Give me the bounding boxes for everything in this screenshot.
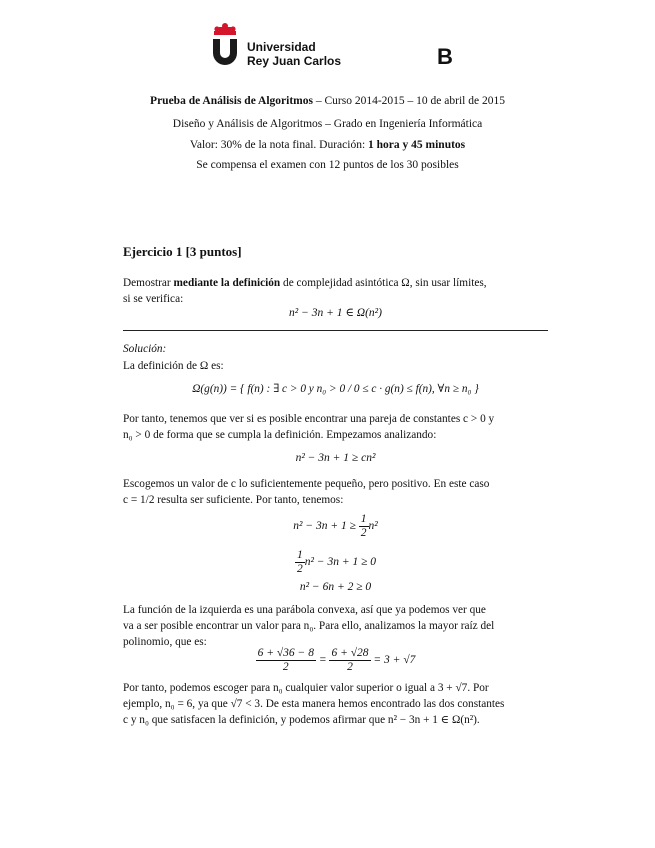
eq3-fraction xyxy=(295,549,305,576)
statement-equation: n² − 3n + 1 ∈ Ω(n²) xyxy=(289,307,382,319)
paragraph-4 xyxy=(123,680,548,728)
exam-version-letter: B xyxy=(437,44,453,69)
eq3-right: n² − 3n + 1 ≥ 0 xyxy=(304,556,377,569)
exam-title-bold: Prueba de Análisis de Algoritmos xyxy=(150,95,313,107)
statement-bold: mediante la definición xyxy=(173,277,281,289)
p3-line1: La función de la izquierda es una parábola convexa, así que ya podemos ver que xyxy=(123,604,486,616)
root-equals: = xyxy=(315,654,330,667)
paragraph-1 xyxy=(123,411,548,443)
eq2-num: 1 xyxy=(360,513,367,525)
statement-post1: de complejidad asintótica Ω, sin usar límites, xyxy=(280,277,487,289)
paragraph-2 xyxy=(123,476,548,508)
eq2-den: 2 xyxy=(360,527,367,539)
p2-line1: Escogemos un valor de c lo suficientemente pequeño, pero positivo. En este caso xyxy=(123,478,490,490)
p2-line2: c = 1/2 resulta ser suficiente. Por tanto, tenemos: xyxy=(123,494,344,506)
eq2-right: n² xyxy=(368,520,378,533)
p3-line3: polinomio, que es: xyxy=(123,636,207,648)
exam-title xyxy=(0,95,655,107)
root-den-2: 2 xyxy=(347,661,353,673)
p1-line2: n₀ > 0 de forma que se cumpla la definición. Empezamos analizando: xyxy=(123,429,437,441)
root-equation xyxy=(123,647,548,674)
equation-4: n² − 6n + 2 ≥ 0 xyxy=(299,581,372,593)
eq2-fraction xyxy=(359,513,369,540)
separator-line xyxy=(123,330,548,331)
exam-value xyxy=(0,139,655,151)
exam-duration: 1 hora y 45 minutos xyxy=(368,139,466,151)
exercise-statement xyxy=(123,275,548,307)
university-logo xyxy=(210,22,240,66)
eq3-den: 2 xyxy=(296,563,303,575)
solution-label xyxy=(123,341,548,357)
equation-3 xyxy=(123,549,548,576)
root-den-1: 2 xyxy=(282,661,289,673)
statement-post2: si se verifica: xyxy=(123,293,184,305)
exam-title-rest: – Curso 2014-2015 – 10 de abril de 2015 xyxy=(312,95,505,107)
p3-line2: va a ser posible encontrar un valor para n₀. Para ello, analizamos la mayor raíz del xyxy=(123,620,495,632)
statement-pre: Demostrar xyxy=(123,277,174,289)
exam-value-prefix: Valor: 30% de la nota final. Duración: xyxy=(189,139,369,151)
equation-1: n² − 3n + 1 ≥ cn² xyxy=(295,452,376,464)
university-name-line1: Universidad xyxy=(247,40,316,54)
p4-line1: Por tanto, podemos escoger para n₀ cualquier valor superior o igual a 3 + √7. Por xyxy=(123,682,489,694)
paragraph-3 xyxy=(123,602,548,650)
exam-compensation: Se compensa el examen con 12 puntos de los 30 posibles xyxy=(196,159,459,171)
definition-intro: La definición de Ω es: xyxy=(123,360,224,372)
root-num-1: 6 + √36 − 8 xyxy=(257,647,314,659)
root-fraction-1 xyxy=(256,647,316,674)
definition-equation: Ω(g(n)) = { f(n) : ∃ c > 0 y n₀ > 0 / 0 ≤ c · g(n) ≤ f(n), ∀n ≥ n₀ } xyxy=(192,383,479,395)
root-result: = 3 + √7 xyxy=(370,654,416,667)
root-num-2: 6 + √28 xyxy=(331,647,369,659)
equation-2 xyxy=(123,513,548,540)
eq2-left: n² − 3n + 1 ≥ xyxy=(293,520,359,533)
root-fraction-2 xyxy=(329,647,370,674)
p4-line2: ejemplo, n₀ = 6, ya que √7 < 3. De esta manera hemos encontrado las dos constantes xyxy=(123,698,505,710)
university-name-line2: Rey Juan Carlos xyxy=(247,54,342,68)
eq3-num: 1 xyxy=(296,549,303,561)
solution-label-text: Solución: xyxy=(123,343,167,355)
p4-line3: c y n₀ que satisfacen la definición, y podemos afirmar que n² − 3n + 1 ∈ Ω(n²). xyxy=(123,714,480,726)
exam-subtitle: Diseño y Análisis de Algoritmos – Grado en Ingeniería Informática xyxy=(172,118,483,130)
exercise-title: Ejercicio 1 [3 puntos] xyxy=(123,244,242,259)
p1-line1: Por tanto, tenemos que ver si es posible encontrar una pareja de constantes c > 0 y xyxy=(123,413,495,425)
